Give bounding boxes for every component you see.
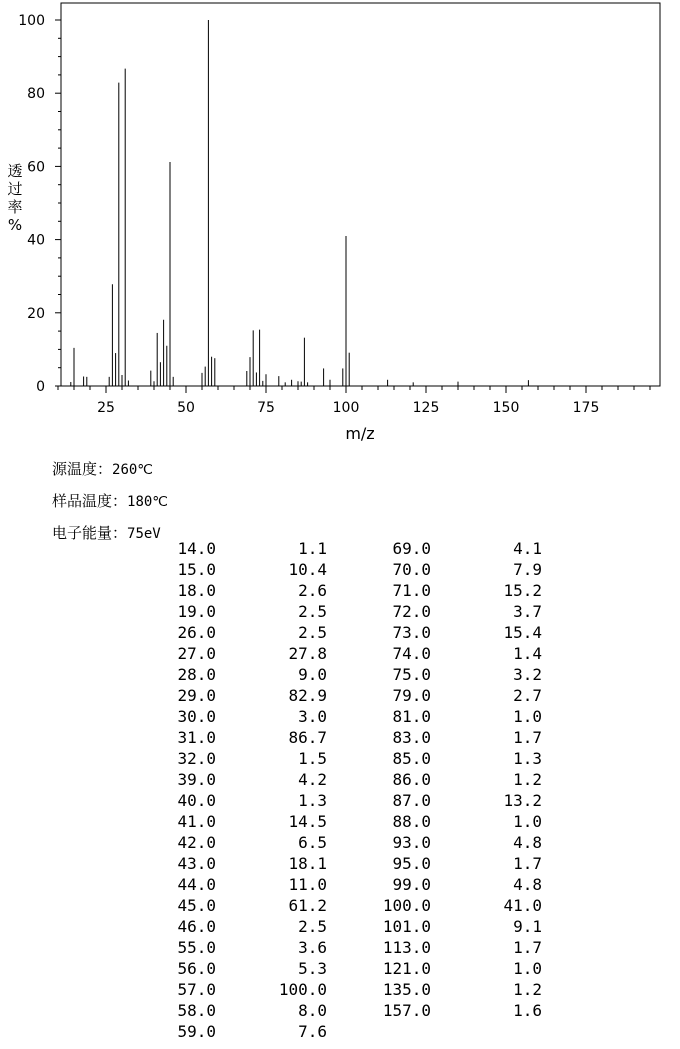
intensity-cell: 1.1 — [298, 539, 327, 558]
intensity-cell: 2.7 — [513, 686, 542, 705]
intensity-cell: 1.2 — [513, 980, 542, 999]
table-row — [166, 1000, 542, 1021]
mz-cell: 79.0 — [392, 686, 431, 705]
mz-cell: 58.0 — [177, 1001, 216, 1020]
table-row — [166, 937, 542, 958]
mz-cell: 86.0 — [392, 770, 431, 789]
intensity-cell: 3.7 — [513, 602, 542, 621]
source-temperature-value: 260℃ — [112, 462, 154, 478]
y-tick-label: 20 — [27, 305, 45, 322]
intensity-cell: 1.5 — [298, 749, 327, 768]
intensity-cell: 10.4 — [288, 560, 327, 579]
mz-cell: 46.0 — [177, 917, 216, 936]
y-tick-label: 40 — [27, 232, 45, 249]
x-tick-label: 175 — [572, 400, 600, 416]
intensity-cell: 13.2 — [503, 791, 542, 810]
mz-cell: 28.0 — [177, 665, 216, 684]
y-tick-label: 80 — [27, 86, 45, 103]
mz-cell: 29.0 — [177, 686, 216, 705]
plot-frame — [61, 3, 660, 386]
table-row — [166, 601, 542, 622]
y-axis-label-char: % — [7, 216, 23, 234]
x-axis — [58, 386, 650, 416]
table-row — [166, 769, 542, 790]
mz-cell: 101.0 — [382, 917, 431, 936]
electron-energy-label: 电子能量： — [52, 524, 128, 542]
mz-cell: 45.0 — [177, 896, 216, 915]
intensity-cell: 7.9 — [513, 560, 542, 579]
intensity-cell: 4.8 — [513, 875, 542, 894]
table-row — [166, 790, 542, 811]
electron-energy-value: 75eV — [127, 526, 161, 542]
table-row — [166, 580, 542, 601]
intensity-cell: 27.8 — [288, 644, 327, 663]
mz-cell: 56.0 — [177, 959, 216, 978]
y-tick-label: 100 — [18, 13, 45, 29]
intensity-cell: 100.0 — [278, 980, 327, 999]
table-row — [166, 853, 542, 874]
intensity-cell: 4.8 — [513, 833, 542, 852]
table-row — [166, 1021, 542, 1042]
table-row — [166, 622, 542, 643]
intensity-cell: 1.7 — [513, 728, 542, 747]
intensity-cell: 1.3 — [298, 791, 327, 810]
mz-cell: 81.0 — [392, 707, 431, 726]
mz-cell: 83.0 — [392, 728, 431, 747]
sample-temperature-label: 样品温度： — [52, 492, 128, 510]
mz-cell: 55.0 — [177, 938, 216, 957]
mz-cell: 73.0 — [392, 623, 431, 642]
x-tick-label: 125 — [412, 400, 440, 416]
intensity-cell: 4.1 — [513, 539, 542, 558]
intensity-cell: 3.2 — [513, 665, 542, 684]
mz-cell: 74.0 — [392, 644, 431, 663]
sample-temperature — [52, 490, 168, 511]
peak-table — [166, 538, 542, 1042]
spectrum-peaks — [71, 20, 529, 386]
mz-cell: 14.0 — [177, 539, 216, 558]
mz-cell: 135.0 — [382, 980, 431, 999]
mz-cell: 43.0 — [177, 854, 216, 873]
mz-cell: 18.0 — [177, 581, 216, 600]
intensity-cell: 4.2 — [298, 770, 327, 789]
x-tick-label: 75 — [257, 400, 275, 416]
intensity-cell: 2.6 — [298, 581, 327, 600]
mz-cell: 71.0 — [392, 581, 431, 600]
mz-cell: 157.0 — [382, 1001, 431, 1020]
mz-cell: 100.0 — [382, 896, 431, 915]
y-tick-label: 0 — [36, 379, 45, 395]
mz-cell: 93.0 — [392, 833, 431, 852]
table-row — [166, 958, 542, 979]
x-axis-label: m/z — [345, 424, 375, 443]
table-row — [166, 559, 542, 580]
intensity-cell: 2.5 — [298, 623, 327, 642]
mz-cell: 85.0 — [392, 749, 431, 768]
mz-cell: 40.0 — [177, 791, 216, 810]
table-row — [166, 538, 542, 559]
mz-cell: 121.0 — [382, 959, 431, 978]
intensity-cell: 86.7 — [288, 728, 327, 747]
electron-energy — [52, 522, 161, 543]
mz-cell: 42.0 — [177, 833, 216, 852]
table-row — [166, 664, 542, 685]
intensity-cell: 3.6 — [298, 938, 327, 957]
intensity-cell: 3.0 — [298, 707, 327, 726]
table-row — [166, 916, 542, 937]
table-row — [166, 643, 542, 664]
intensity-cell: 5.3 — [298, 959, 327, 978]
intensity-cell: 8.0 — [298, 1001, 327, 1020]
mz-cell: 19.0 — [177, 602, 216, 621]
mz-cell: 87.0 — [392, 791, 431, 810]
intensity-cell: 1.0 — [513, 812, 542, 831]
intensity-cell: 1.3 — [513, 749, 542, 768]
y-axis-label — [4, 162, 26, 234]
source-temperature-label: 源温度： — [52, 460, 113, 478]
y-tick-label: 60 — [27, 159, 45, 176]
table-row — [166, 832, 542, 853]
mz-cell: 32.0 — [177, 749, 216, 768]
table-row — [166, 748, 542, 769]
intensity-cell: 15.4 — [503, 623, 542, 642]
source-temperature — [52, 458, 153, 479]
mz-cell: 26.0 — [177, 623, 216, 642]
mass-spectrum-chart — [0, 0, 680, 450]
x-tick-label: 100 — [332, 400, 360, 416]
table-row — [166, 874, 542, 895]
mz-cell: 57.0 — [177, 980, 216, 999]
intensity-cell: 41.0 — [503, 896, 542, 915]
mz-cell: 15.0 — [177, 560, 216, 579]
intensity-cell: 14.5 — [288, 812, 327, 831]
intensity-cell: 9.0 — [298, 665, 327, 684]
table-row — [166, 979, 542, 1000]
mz-cell: 59.0 — [177, 1022, 216, 1041]
intensity-cell: 2.5 — [298, 917, 327, 936]
mz-cell: 69.0 — [392, 539, 431, 558]
intensity-cell: 1.2 — [513, 770, 542, 789]
intensity-cell: 7.6 — [298, 1022, 327, 1041]
intensity-cell: 1.7 — [513, 854, 542, 873]
y-axis-label-char: 过 — [7, 180, 23, 198]
table-row — [166, 727, 542, 748]
intensity-cell: 1.6 — [513, 1001, 542, 1020]
intensity-cell: 61.2 — [288, 896, 327, 915]
intensity-cell: 6.5 — [298, 833, 327, 852]
mz-cell: 70.0 — [392, 560, 431, 579]
mz-cell: 39.0 — [177, 770, 216, 789]
intensity-cell: 2.5 — [298, 602, 327, 621]
sample-temperature-value: 180℃ — [127, 494, 169, 510]
mz-cell: 72.0 — [392, 602, 431, 621]
mz-cell — [327, 1021, 431, 1042]
mz-cell: 88.0 — [392, 812, 431, 831]
mz-cell: 31.0 — [177, 728, 216, 747]
intensity-cell: 11.0 — [288, 875, 327, 894]
intensity-cell: 1.4 — [513, 644, 542, 663]
y-axis-label-char: 透 — [7, 162, 23, 180]
mz-cell: 99.0 — [392, 875, 431, 894]
y-axis-label-char: 率 — [7, 198, 23, 216]
table-row — [166, 706, 542, 727]
intensity-cell: 1.7 — [513, 938, 542, 957]
intensity-cell: 1.0 — [513, 959, 542, 978]
intensity-cell: 18.1 — [288, 854, 327, 873]
table-row — [166, 811, 542, 832]
x-tick-label: 50 — [177, 400, 195, 416]
intensity-cell: 82.9 — [288, 686, 327, 705]
mz-cell: 44.0 — [177, 875, 216, 894]
table-row — [166, 685, 542, 706]
mz-cell: 75.0 — [392, 665, 431, 684]
mz-cell: 27.0 — [177, 644, 216, 663]
intensity-cell: 1.0 — [513, 707, 542, 726]
mz-cell: 95.0 — [392, 854, 431, 873]
intensity-cell — [431, 1021, 542, 1042]
x-tick-label: 150 — [492, 400, 520, 416]
intensity-cell: 9.1 — [513, 917, 542, 936]
table-row — [166, 895, 542, 916]
mz-cell: 113.0 — [382, 938, 431, 957]
mz-cell: 41.0 — [177, 812, 216, 831]
intensity-cell: 15.2 — [503, 581, 542, 600]
mz-cell: 30.0 — [177, 707, 216, 726]
x-tick-label: 25 — [97, 400, 115, 416]
